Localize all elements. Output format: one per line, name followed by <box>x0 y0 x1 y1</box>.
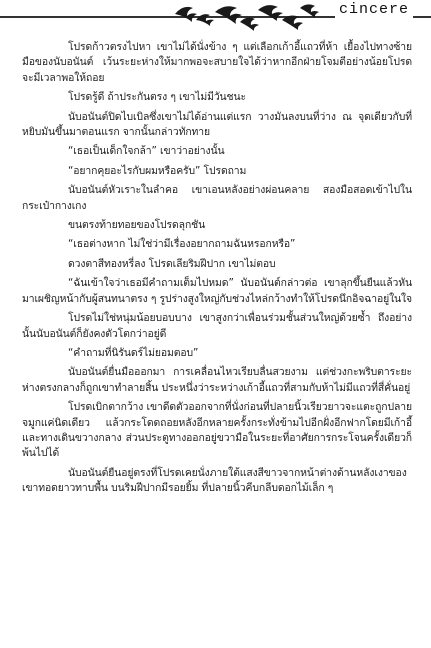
paragraph: “อยากคุยอะไรกับผมหรือครับ” โปรดถาม <box>68 164 247 177</box>
paragraph: ดวงตาสีทองหรี่ลง โปรดเลียริมฝีปาก เขาไม่ตอบ <box>68 257 276 270</box>
body-text <box>22 40 412 501</box>
paragraph: โปรดเบิกตากว้าง เขาดีดตัวออกจากที่นั่งก่อนที่ปลายนิ้วเรียวยาวจะแตะถูกปลายจมูกแค่นิดเดียว แล้วกระโดดถอยหลังอีกหลายครั้งกระทั่งข้ามไปอีกฝั่งอีกฟากโดยมีเก้าอี้และทางเดินขวางกลาง ส่วนประตูทางออกอยู่ขวามือในระยะที่อาศัยการกระโจนครั้งเดียวก็พ้นไปได้ <box>22 401 412 460</box>
paragraph: “คำถามที่นิรันดร์ไม่ยอมตอบ” <box>68 346 199 359</box>
bat-ornament <box>0 0 330 44</box>
paragraph: “ฉันเข้าใจว่าเธอมีคำถามเต็มไปหมด” นับอนันต์กล่าวต่อ เขาลุกขึ้นยืนแล้วหันมาเผชิญหน้ากับผู้สนทนาตรง ๆ รูปร่างสูงใหญ่กับช่วงไหล่กว้างทำให้โปรดนึกอิจฉาอยู่ในใจ <box>22 277 413 305</box>
header-title: cincere <box>335 1 413 18</box>
paragraph: โปรดก้าวตรงไปหา เขาไม่ได้นั่งข้าง ๆ แต่เลือกเก้าอี้แถวที่ห้า เยื้องไปทางซ้ายมือของนับอนันต์ เว้นระยะห่างให้มากพอจะสบายใจได้ว่าหากอีกฝ่ายโจมตีอย่างน้อยโปรดจะมีเวลาพอให้ถอย <box>22 41 412 84</box>
paragraph: นับอนันต์หัวเราะในลำคอ เขาเอนหลังอย่างผ่อนคลาย สองมือสอดเข้าไปในกระเป๋ากางเกง <box>22 184 412 212</box>
paragraph: นับอนันต์ยืนอยู่ตรงที่โปรดเคยนั่งภายใต้แสงสีขาวจากหน้าต่างด้านหลังเงาของเขาทอดยาวทาบพื้น บนริมฝีปากมีรอยยิ้ม ที่ปลายนิ้วคีบกลีบดอกไม้เล็ก ๆ <box>22 466 407 495</box>
paragraph: นับอนันต์ปิดไบเบิลซึ่งเขาไม่ได้อ่านแต่แรก วางมันลงบนที่ว่าง ณ จุดเดียวกับที่หยิบมันขึ้นมาตอนแรก จากนั้นกล่าวทักทาย <box>22 110 412 139</box>
paragraph: “เธอเป็นเด็กใจกล้า” เขาว่าอย่างนั้น <box>68 145 225 158</box>
paragraph: โปรดรู้ดี ถ้าประกันตรง ๆ เขาไม่มีวันชนะ <box>68 91 246 104</box>
paragraph: “เธอต่างหาก ไม่ใช่ว่ามีเรื่องอยากถามฉันหรอกหรือ” <box>68 238 296 251</box>
paragraph: นับอนันต์ยื่นมือออกมา การเคลื่อนไหวเรียบลื่นสวยงาม แต่ช่วงกะพริบตาระยะห่างตรงกลางก็ถูกเขาทำลายสิ้น ประหนึ่งว่าระหว่างเก้าอี้แถวที่สามกับห้าไม่มีแถวที่สี่คั่นอยู่ <box>22 366 412 394</box>
paragraph: โปรดไม่ใช่หนุ่มน้อยบอบบาง เขาสูงกว่าเพื่อนร่วมชั้นส่วนใหญ่ด้วยซ้ำ ถึงอย่างนั้นนับอนันต์ก็ยังคงตัวโตกว่าอยู่ดี <box>22 312 412 340</box>
paragraph: ขนตรงท้ายทอยของโปรดลุกชัน <box>68 219 206 232</box>
page-header <box>0 0 431 44</box>
